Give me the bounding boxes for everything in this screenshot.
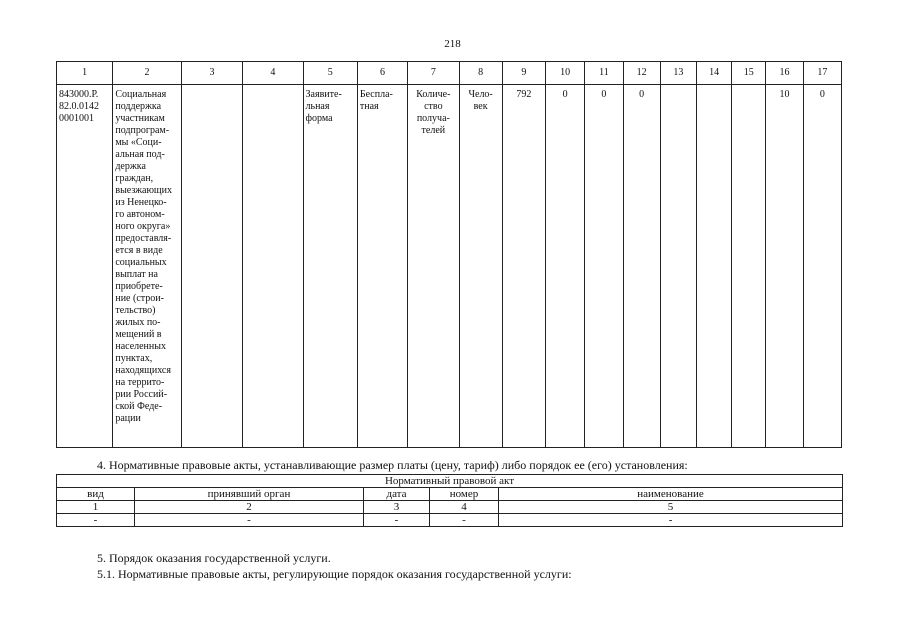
column-header: 16: [766, 62, 803, 85]
value-cell: [696, 85, 731, 448]
table-row: [57, 85, 842, 448]
section-5-heading: 5. Порядок оказания государственной услуги.: [97, 551, 331, 565]
table-cell: -: [499, 514, 843, 527]
section-4-heading: 4. Нормативные правовые акты, устанавливающие размер платы (цену, тариф) либо порядок ее (его) установления:: [97, 458, 688, 472]
column-header: 14: [696, 62, 731, 85]
table-cell: -: [364, 514, 430, 527]
unit-cell: Чело- век: [459, 85, 502, 448]
table-group-header-row: [57, 475, 843, 488]
service-description-cell: Социальная поддержка участникам подпрограм- мы «Соци- альная под- держка граждан, выезжающих из Ненецко- го автоном- ного округа» предоставля- ется в виде социальных выплат на приобрете- ние (строи- тельство) жилых по- мещений в населенных пунктах, находящихся на террито- рии Россий- ской Феде- рации: [113, 85, 181, 448]
column-header: принявший орган: [135, 488, 364, 501]
table-cell: 3: [364, 501, 430, 514]
section-5-1-heading: 5.1. Нормативные правовые акты, регулирующие порядок оказания государственной услуги:: [97, 567, 572, 581]
legal-acts-table: [56, 474, 843, 527]
table-row: [57, 514, 843, 527]
column-header: 1: [57, 62, 113, 85]
column-header: 12: [623, 62, 660, 85]
service-indicators-table: [56, 61, 842, 448]
column-header: 11: [585, 62, 623, 85]
column-header: 5: [303, 62, 357, 85]
column-header: 15: [732, 62, 766, 85]
value-cell: [660, 85, 696, 448]
table-cell: -: [135, 514, 364, 527]
table-cell: 1: [57, 501, 135, 514]
value-cell: 0: [585, 85, 623, 448]
table-cell: -: [57, 514, 135, 527]
table-cell: 5: [499, 501, 843, 514]
column-header: 7: [408, 62, 459, 85]
table-header-row: [57, 62, 842, 85]
value-cell: 10: [766, 85, 803, 448]
column-header: номер: [430, 488, 499, 501]
column-header: 2: [113, 62, 181, 85]
column-header: дата: [364, 488, 430, 501]
table-header-row: [57, 488, 843, 501]
payment-type-cell: Беспла- тная: [357, 85, 407, 448]
table-cell: [181, 85, 242, 448]
column-header: 3: [181, 62, 242, 85]
page-number: 218: [444, 38, 461, 50]
column-header: 10: [546, 62, 585, 85]
column-header: 8: [459, 62, 502, 85]
value-cell: [732, 85, 766, 448]
table-number-row: [57, 501, 843, 514]
column-header: вид: [57, 488, 135, 501]
table-cell: 4: [430, 501, 499, 514]
column-header: 13: [660, 62, 696, 85]
table-cell: 2: [135, 501, 364, 514]
column-header: 6: [357, 62, 407, 85]
column-header: 9: [502, 62, 545, 85]
value-cell: 0: [803, 85, 841, 448]
group-header-cell: Нормативный правовой акт: [57, 475, 843, 488]
column-header: наименование: [499, 488, 843, 501]
column-header: 4: [243, 62, 303, 85]
value-cell: 0: [623, 85, 660, 448]
value-cell: 0: [546, 85, 585, 448]
application-form-cell: Заявите- льная форма: [303, 85, 357, 448]
value-cell: 792: [502, 85, 545, 448]
column-header: 17: [803, 62, 841, 85]
table-cell: [243, 85, 303, 448]
table-cell: -: [430, 514, 499, 527]
indicator-name-cell: Количе- ство получа- телей: [408, 85, 459, 448]
registry-code-cell: 843000.Р. 82.0.0142 0001001: [57, 85, 113, 448]
